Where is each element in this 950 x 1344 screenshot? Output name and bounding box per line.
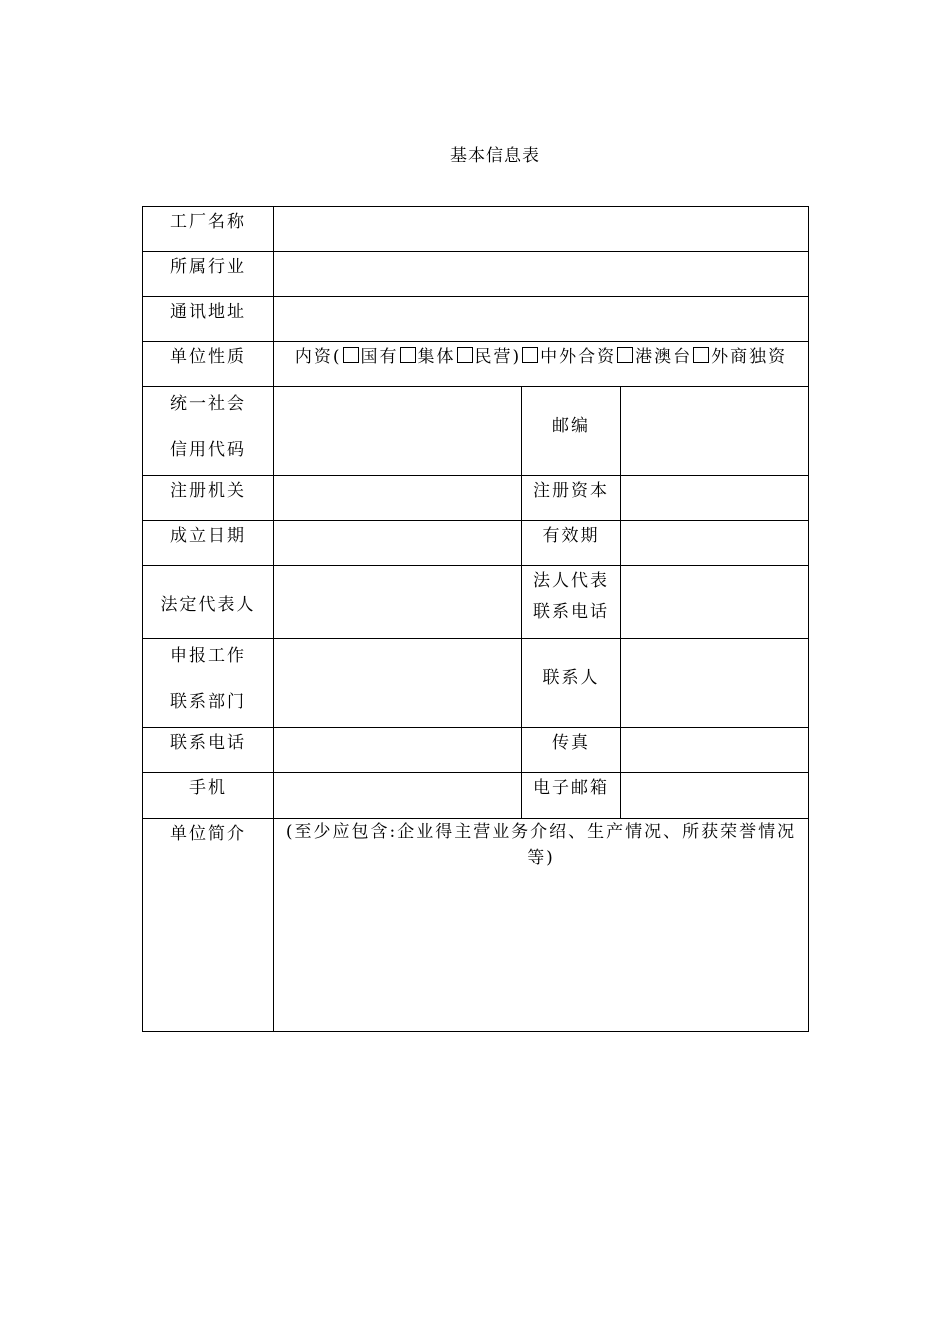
dept-label-line1: 申报工作 <box>170 646 246 666</box>
joint-venture-label: 中外合资 <box>540 347 617 367</box>
validity-label: 有效期 <box>522 521 621 566</box>
credit-code-label-line1: 统一社会 <box>170 394 246 414</box>
dept-field[interactable] <box>274 639 522 728</box>
address-label: 通讯地址 <box>143 297 274 342</box>
mobile-field[interactable] <box>274 773 522 819</box>
legal-phone-label <box>522 566 621 639</box>
intro-field[interactable] <box>274 819 809 1032</box>
credit-code-label <box>143 387 274 476</box>
contact-phone-label: 联系电话 <box>143 728 274 773</box>
legal-phone-field[interactable] <box>621 566 809 639</box>
dept-label-line2: 联系部门 <box>170 692 246 712</box>
validity-field[interactable] <box>621 521 809 566</box>
hk-macao-tw-label: 港澳台 <box>635 347 693 367</box>
state-owned-label: 国有 <box>360 347 399 367</box>
reg-capital-field[interactable] <box>621 476 809 521</box>
joint-venture-checkbox[interactable] <box>522 347 538 363</box>
basic-info-form <box>142 206 809 1032</box>
contact-person-field[interactable] <box>621 639 809 728</box>
address-field[interactable] <box>274 297 809 342</box>
legal-rep-field[interactable] <box>274 566 522 639</box>
founded-date-field[interactable] <box>274 521 522 566</box>
postcode-field[interactable] <box>621 387 809 476</box>
domestic-prefix: 内资( <box>294 347 342 367</box>
intro-hint: (至少应包含:企业得主营业务介绍、生产情况、所获荣誉情况等) <box>285 822 797 868</box>
factory-name-field[interactable] <box>274 207 809 252</box>
private-label: 民营) <box>474 347 522 367</box>
unit-nature-options <box>274 342 809 387</box>
reg-authority-label: 注册机关 <box>143 476 274 521</box>
wfoe-checkbox[interactable] <box>693 347 709 363</box>
reg-authority-field[interactable] <box>274 476 522 521</box>
legal-phone-label-line1: 法人代表 <box>533 571 609 591</box>
contact-person-label: 联系人 <box>522 639 621 728</box>
private-checkbox[interactable] <box>457 347 473 363</box>
state-owned-checkbox[interactable] <box>343 347 359 363</box>
email-label: 电子邮箱 <box>522 773 621 819</box>
collective-label: 集体 <box>417 347 456 367</box>
page-title: 基本信息表 <box>450 146 540 166</box>
fax-label: 传真 <box>522 728 621 773</box>
legal-phone-label-line2: 联系电话 <box>533 602 609 622</box>
hk-macao-tw-checkbox[interactable] <box>617 347 633 363</box>
contact-phone-field[interactable] <box>274 728 522 773</box>
collective-checkbox[interactable] <box>400 347 416 363</box>
intro-label: 单位简介 <box>143 819 274 1032</box>
factory-name-label: 工厂名称 <box>143 207 274 252</box>
mobile-label: 手机 <box>143 773 274 819</box>
postcode-label: 邮编 <box>522 387 621 476</box>
dept-label <box>143 639 274 728</box>
founded-date-label: 成立日期 <box>143 521 274 566</box>
credit-code-label-line2: 信用代码 <box>170 440 246 460</box>
legal-rep-label: 法定代表人 <box>143 566 274 639</box>
industry-label: 所属行业 <box>143 252 274 297</box>
unit-nature-label: 单位性质 <box>143 342 274 387</box>
fax-field[interactable] <box>621 728 809 773</box>
industry-field[interactable] <box>274 252 809 297</box>
email-field[interactable] <box>621 773 809 819</box>
credit-code-field[interactable] <box>274 387 522 476</box>
reg-capital-label: 注册资本 <box>522 476 621 521</box>
wfoe-label: 外商独资 <box>711 347 788 367</box>
